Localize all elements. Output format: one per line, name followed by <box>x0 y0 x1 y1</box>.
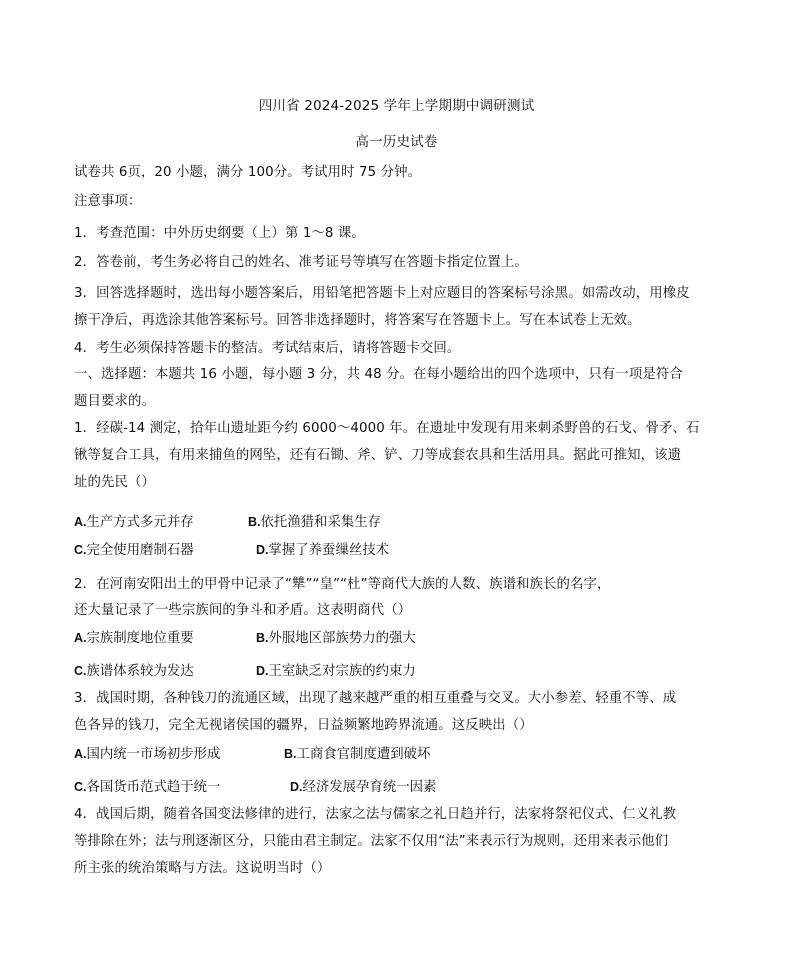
option-text: 经济发展孕育统一因素 <box>302 780 437 795</box>
question-3-option-c <box>74 778 220 797</box>
option-letter: C. <box>74 664 87 678</box>
option-letter: B. <box>284 747 297 761</box>
section-heading: 一、选择题：本题共 16 小题，每小题 3 分，共 48 分。在每小题给出的四个选项中，只有一项是符合 <box>74 367 683 382</box>
option-text: 宗族制度地位重要 <box>86 631 194 646</box>
question-1-stem: 锹等复合工具，有用来捕鱼的网坠，还有石锄、斧、铲、刀等成套农具和生活用具。据此可推知，该遗 <box>74 448 682 463</box>
notice-item: 2．答卷前，考生务必将自己的姓名、准考证号等填写在答题卡指定位置上。 <box>74 255 528 270</box>
question-2-option-a <box>74 629 194 648</box>
option-letter: C. <box>74 543 87 557</box>
question-1-option-d <box>256 541 389 560</box>
option-text: 国内统一市场初步形成 <box>86 747 221 762</box>
option-text: 工商食官制度遭到破坏 <box>296 747 431 762</box>
question-1-option-c <box>74 541 194 560</box>
option-letter: D. <box>256 543 269 557</box>
question-2-stem: 2．在河南安阳出土的甲骨中记录了“犨”“皇”“杜”等商代大族的人数、族谱和族长的名字， <box>74 577 611 592</box>
exam-subtitle: 高一历史试卷 <box>355 134 438 150</box>
question-3-option-a <box>74 745 220 764</box>
notice-item: 1．考查范围：中外历史纲要（上）第 1～8 课。 <box>74 226 365 241</box>
question-4-stem: 所主张的统治策略与方法。这说明当时（） <box>74 861 331 876</box>
option-letter: C. <box>74 780 87 794</box>
question-1-stem: 1．经碳-14 测定，拾年山遗址距今约 6000～4000 年。在遗址中发现有用来刺杀野兽的石戈、骨矛、石 <box>74 421 700 436</box>
question-1-option-a <box>74 513 194 532</box>
option-letter: D. <box>290 780 303 794</box>
option-letter: A. <box>74 515 87 529</box>
question-2-option-d <box>256 662 416 681</box>
option-letter: B. <box>256 631 269 645</box>
question-3-option-b <box>284 745 430 764</box>
question-2-option-b <box>256 629 416 648</box>
option-letter: D. <box>256 664 269 678</box>
option-text: 族谱体系较为发达 <box>86 664 194 679</box>
question-3-stem: 色各异的钱刀，完全无视诸侯国的疆界，日益频繁地跨界流通。这反映出（） <box>74 718 533 733</box>
question-1-option-b <box>248 513 381 532</box>
option-text: 外服地区部族势力的强大 <box>268 631 416 646</box>
option-letter: A. <box>74 747 87 761</box>
option-text: 生产方式多元并存 <box>86 515 194 530</box>
question-2-option-c <box>74 662 194 681</box>
question-3-stem: 3．战国时期，各种钱刀的流通区域，出现了越来越严重的相互重叠与交叉。大小参差、轻重不等、成 <box>74 691 677 706</box>
question-2-stem: 还大量记录了一些宗族间的争斗和矛盾。这表明商代（） <box>74 603 412 618</box>
notice-item: 擦干净后，再选涂其他答案标号。回答非选择题时，将答案写在答题卡上。写在本试卷上无效。 <box>74 313 641 328</box>
question-1-stem: 址的先民（） <box>74 475 155 490</box>
option-text: 王室缺乏对宗族的约束力 <box>268 664 416 679</box>
section-heading-cont: 题目要求的。 <box>74 394 155 409</box>
question-3-option-d <box>290 778 436 797</box>
option-letter: B. <box>248 515 261 529</box>
exam-info: 试卷共 6页，20 小题，满分 100分。考试用时 75 分钟。 <box>74 165 422 180</box>
option-letter: A. <box>74 631 87 645</box>
question-4-stem: 4．战国后期，随着各国变法修律的进行，法家之法与儒家之礼日趋并行，法家将祭祀仪式、仁义礼教 <box>74 807 677 822</box>
notice-item: 4．考生必须保持答题卡的整洁。考试结束后，请将答题卡交回。 <box>74 341 461 356</box>
question-4-stem: 等排除在外；法与刑逐渐区分，只能由君主制定。法家不仅用“法”来表示行为规则，还用来表示他们 <box>74 834 669 849</box>
notice-heading: 注意事项： <box>74 194 142 209</box>
notice-item: 3．回答选择题时，选出每小题答案后，用铅笔把答题卡上对应题目的答案标号涂黑。如需改动，用橡皮 <box>74 286 690 301</box>
exam-title: 四川省 2024-2025 学年上学期期中调研测试 <box>258 98 535 114</box>
option-text: 完全使用磨制石器 <box>86 543 194 558</box>
option-text: 依托渔猎和采集生存 <box>260 515 382 530</box>
option-text: 掌握了养蚕缫丝技术 <box>268 543 390 558</box>
option-text: 各国货币范式趋于统一 <box>86 780 221 795</box>
